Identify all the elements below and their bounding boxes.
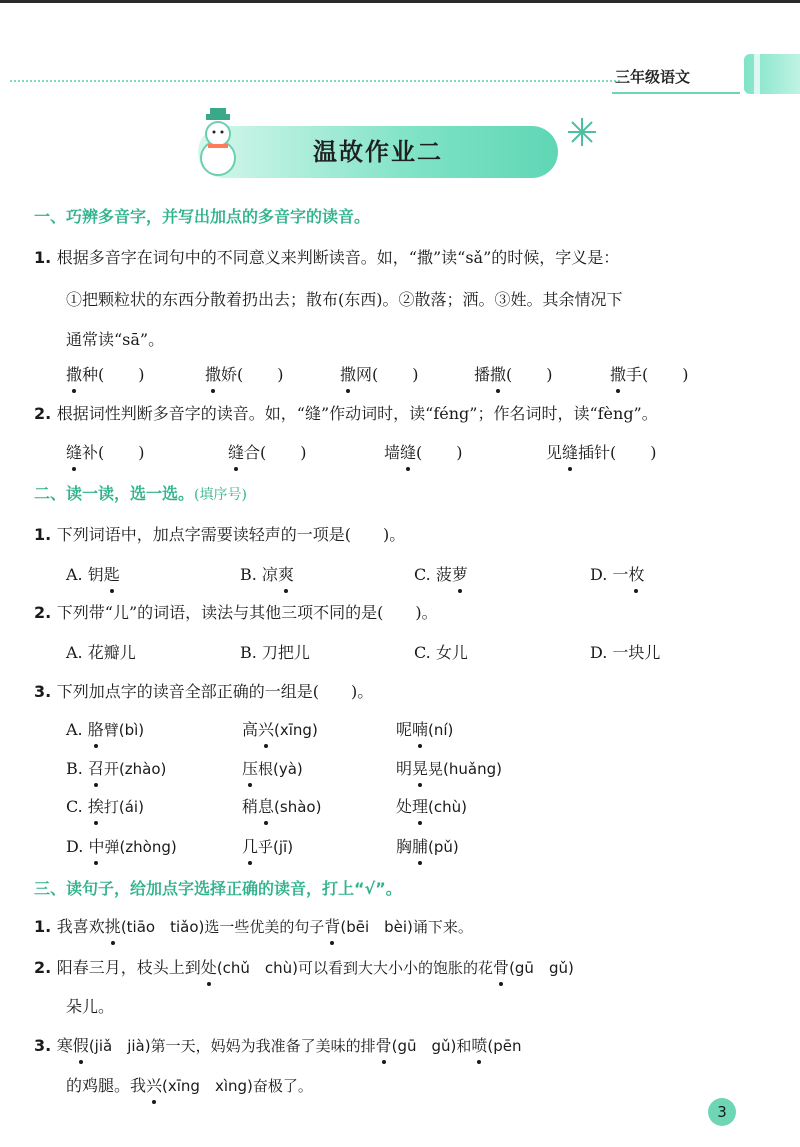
s1-q1-line3: 通常读“sā”。 bbox=[66, 330, 165, 349]
page-title: 温故作业二 bbox=[313, 138, 443, 166]
s1-word-3: 撒网( ) bbox=[340, 362, 419, 385]
s2-q1-option-c: C. 菠萝 bbox=[414, 562, 468, 585]
s1-word-1: 撒种( ) bbox=[66, 362, 145, 385]
s3-q3: 3. 寒假(jiǎ jià)第一天，妈妈为我准备了美味的排骨(gū gǔ)和喷(pēn bbox=[34, 1033, 521, 1056]
s1-q1-line1: 1. 根据多音字在词句中的不同意义来判断读音。如，“撒”读“sǎ”的时候，字义是： bbox=[34, 248, 620, 267]
s2-q2-option-d: D. 一块儿 bbox=[590, 643, 661, 662]
snowman-icon bbox=[188, 108, 248, 180]
s2-q2: 2. 下列带“儿”的词语，读法与其他三项不同的是( )。 bbox=[34, 603, 438, 622]
top-border bbox=[0, 0, 800, 3]
s3-q2: 2. 阳春三月，枝头上到处(chǔ chù)可以看到大大小小的饱胀的花骨(gū gǔ) bbox=[34, 955, 574, 978]
s1-word-7: 缝合( ) bbox=[228, 440, 307, 463]
s2-q2-option-c: C. 女儿 bbox=[414, 643, 468, 662]
s1-word-9: 见缝插针( ) bbox=[546, 440, 657, 463]
s1-word-6: 缝补( ) bbox=[66, 440, 145, 463]
s2-q3-row-c-3: 处理(chù) bbox=[396, 794, 467, 817]
s2-q1-option-d: D. 一枚 bbox=[590, 562, 644, 585]
section-1-heading: 一、巧辨多音字，并写出加点的多音字的读音。 bbox=[34, 207, 371, 226]
s2-q3-row-b-1: B. 召开(zhào) bbox=[66, 756, 166, 779]
s2-q3-row-d-2: 几乎(jī) bbox=[242, 834, 293, 857]
s2-q3-row-a-2: 高兴(xīng) bbox=[242, 717, 318, 740]
section-3-heading: 三、读句子，给加点字选择正确的读音，打上“√”。 bbox=[34, 879, 402, 898]
snowflake-icon bbox=[566, 116, 598, 148]
s3-q1: 1. 我喜欢挑(tiāo tiǎo)选一些优美的句子背(bēi bèi)诵下来。 bbox=[34, 914, 473, 937]
title-banner bbox=[198, 126, 558, 178]
s1-word-4: 播撒( ) bbox=[474, 362, 553, 385]
s2-q3-row-b-2: 压根(yà) bbox=[242, 756, 303, 779]
s2-q3-row-c-2: 稍息(shào) bbox=[242, 794, 321, 817]
grade-underline bbox=[612, 92, 740, 94]
s3-q2-line2: 朵儿。 bbox=[66, 997, 115, 1016]
s2-q1-option-b: B. 凉爽 bbox=[240, 562, 294, 585]
s2-q3-row-b-3: 明晃晃(huǎng) bbox=[396, 756, 502, 779]
s2-q3-row-a-3: 呢喃(ní) bbox=[396, 717, 453, 740]
s2-q2-option-b: B. 刀把儿 bbox=[240, 643, 310, 662]
s2-q1-option-a: A. 钥匙 bbox=[66, 562, 120, 585]
s1-q1-line2: ①把颗粒状的东西分散着扔出去；散布(东西)。②散落；洒。③姓。其余情况下 bbox=[66, 290, 623, 309]
section-2-heading: 二、读一读，选一选。(填序号) bbox=[34, 484, 247, 503]
s1-word-2: 撒娇( ) bbox=[205, 362, 284, 385]
side-tab bbox=[744, 54, 800, 94]
s2-q3: 3. 下列加点字的读音全部正确的一组是( )。 bbox=[34, 682, 374, 701]
page-number: 3 bbox=[708, 1098, 736, 1126]
s1-word-5: 撒手( ) bbox=[610, 362, 689, 385]
dotted-rule bbox=[10, 80, 620, 82]
s2-q3-row-d-1: D. 中弹(zhòng) bbox=[66, 834, 177, 857]
s1-word-8: 墙缝( ) bbox=[384, 440, 463, 463]
s2-q3-row-d-3: 胸脯(pǔ) bbox=[396, 834, 459, 857]
s2-q2-option-a: A. 花瓣儿 bbox=[66, 643, 136, 662]
s1-q2: 2. 根据词性判断多音字的读音。如，“缝”作动词时，读“féng”；作名词时，读“fèng”。 bbox=[34, 404, 658, 423]
s2-q3-row-a-1: A. 胳臂(bì) bbox=[66, 717, 144, 740]
grade-label: 三年级语文 bbox=[615, 68, 691, 86]
s3-q3-line2: 的鸡腿。我兴(xīng xìng)奋极了。 bbox=[66, 1073, 313, 1096]
s2-q1: 1. 下列词语中，加点字需要读轻声的一项是( )。 bbox=[34, 525, 406, 544]
s2-q3-row-c-1: C. 挨打(ái) bbox=[66, 794, 144, 817]
